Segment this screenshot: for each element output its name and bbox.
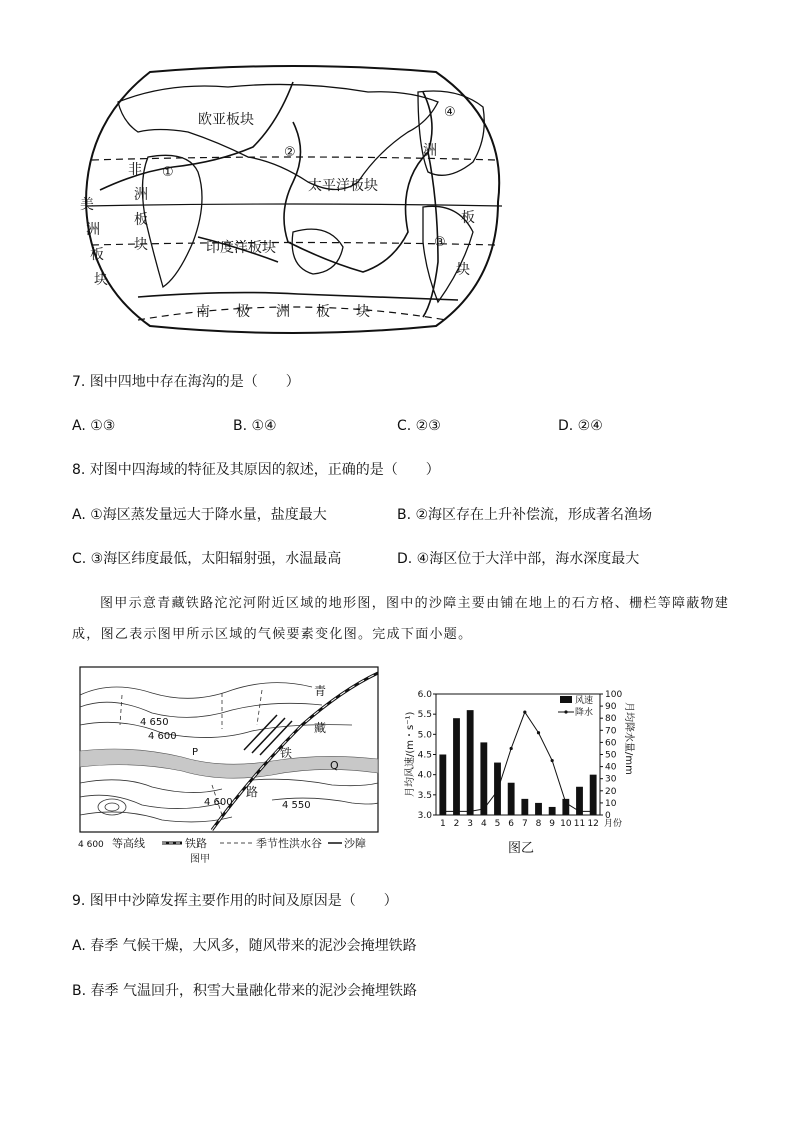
point-precipitation [510,747,513,750]
y-right-tick-label: 80 [605,714,617,725]
y-right-tick-label: 30 [605,774,617,785]
legend-label-wind: 风速 [575,696,594,706]
point-precipitation [441,810,444,813]
x-axis-unit: 月份 [604,819,623,829]
svg-text:块: 块 [94,272,108,288]
contour-label: 4 550 [282,800,311,811]
svg-text:板: 板 [134,212,148,228]
x-tick-label: 7 [521,819,528,829]
y-left-tick-label: 6.0 [417,690,432,700]
q9-option-b[interactable]: B. 春季 气温回升，积雪大量融化带来的泥沙会掩埋铁路 [72,983,417,999]
chart-yi-caption: 图乙 [508,841,535,856]
y-right-tick-label: 20 [605,786,617,797]
legend-label-precip: 降水 [575,708,594,718]
q8-stem: 8. 对图中四海域的特征及其原因的叙述，正确的是（ ） [72,462,440,478]
y-left-tick-label: 4.0 [417,770,432,781]
q8-option-d[interactable]: D. ④海区位于大洋中部，海水深度最大 [397,551,640,567]
x-tick-label: 3 [467,819,474,829]
line-precipitation [443,712,593,811]
label-america-n: 洲 [423,143,437,159]
point-precipitation [469,810,472,813]
svg-text:块: 块 [134,237,148,253]
point-precipitation [551,759,554,762]
label-pacific-plate: 太平洋板块 [308,178,378,194]
railway-char: 路 [246,785,259,799]
svg-text:块: 块 [356,304,370,320]
world-plate-map [78,62,508,337]
point-q: Q [330,759,339,772]
point-precipitation [537,731,540,734]
q7-option-c[interactable]: C. ②③ [397,418,441,434]
svg-text:板: 板 [316,304,330,320]
y-left-tick-label: 4.5 [417,750,432,761]
y-left-tick-label: 5.5 [417,710,432,721]
point-precipitation [455,810,458,813]
x-tick-label: 2 [453,819,460,829]
railway-char: 铁 [280,746,293,760]
bar-wind-speed [549,807,556,815]
x-tick-label: 8 [535,819,542,829]
x-tick-label: 11 [573,819,586,829]
svg-text:美: 美 [80,197,94,213]
point-precipitation [578,810,581,813]
bar-wind-speed [535,803,542,815]
legend-contour-value: 4 600 [78,840,104,850]
x-tick-label: 5 [494,819,501,829]
railway-char: 藏 [314,721,327,735]
q9-option-a[interactable]: A. 春季 气候干燥，大风多，随风带来的泥沙会掩埋铁路 [72,938,417,954]
contour-label: 4 600 [148,731,177,742]
intro-line-1: 图甲示意青藏铁路沱沱河附近区域的地形图，图中的沙障主要由铺在地上的石方格、栅栏等障蔽物建 [100,596,730,611]
q9-stem: 9. 图甲中沙障发挥主要作用的时间及原因是（ ） [72,893,398,909]
svg-text:板: 板 [90,247,104,263]
svg-text:洲: 洲 [134,187,148,203]
y-left-tick-label: 3.0 [417,811,432,821]
q8-option-c[interactable]: C. ③海区纬度最低，太阳辐射强，水温最高 [72,551,342,567]
x-tick-label: 1 [439,819,446,829]
y-right-tick-label: 90 [605,702,617,713]
x-tick-label: 9 [549,819,556,829]
y-right-tick-label: 40 [605,762,617,773]
contour-label: 4 600 [204,797,233,808]
bar-wind-speed [453,718,460,815]
x-tick-label: 6 [508,819,515,829]
q7-option-d[interactable]: D. ②④ [558,418,603,434]
q7-option-b[interactable]: B. ①④ [233,418,277,434]
label-indian-plate: 印度洋板块 [206,240,276,256]
legend-valley: 季节性洪水谷 [256,837,322,850]
x-tick-label: 4 [480,819,487,829]
point-precipitation [496,789,499,792]
x-tick-label: 10 [560,819,572,829]
bar-wind-speed [521,799,528,815]
climate-chart-yi [400,672,640,857]
q8-option-b[interactable]: B. ②海区存在上升补偿流，形成著名渔场 [397,507,653,523]
bar-wind-speed [494,763,501,815]
label-eurasia-plate: 欧亚板块 [198,112,254,128]
q7-stem: 7. 图中四地中存在海沟的是（ ） [72,374,300,390]
svg-text:非: 非 [128,162,142,178]
bar-wind-speed [480,742,487,815]
y-left-tick-label: 3.5 [417,790,432,801]
y-right-tick-label: 60 [605,738,617,749]
point-precipitation [482,807,485,810]
svg-text:洲: 洲 [86,222,100,238]
y-left-tick-label: 5.0 [417,730,432,741]
legend-swatch-wind [560,696,572,703]
point-precipitation [592,810,595,813]
point-precipitation [523,711,526,714]
x-tick-label: 12 [587,819,599,829]
y-right-tick-label: 10 [605,798,617,809]
marker-2: ② [284,145,296,160]
marker-4: ④ [444,105,456,120]
bar-wind-speed [439,755,446,816]
intro-line-2: 成，图乙表示图甲所示区域的气候要素变化图。完成下面小题。 [72,627,473,642]
y-right-tick-label: 0 [605,811,611,821]
svg-text:板: 板 [461,210,475,226]
svg-text:块: 块 [456,262,470,278]
svg-text:洲: 洲 [276,304,290,320]
legend-railway: 铁路 [185,837,207,850]
y-right-tick-label: 50 [605,750,617,761]
legend-barrier: 沙障 [344,837,366,850]
bar-wind-speed [467,710,474,815]
q7-option-a[interactable]: A. ①③ [72,418,116,434]
railway-char: 青 [314,684,327,698]
svg-text:极: 极 [236,304,250,320]
map-jia-caption: 图甲 [190,854,210,865]
y-right-tick-label: 70 [605,726,617,737]
map-jia-legend [78,836,366,850]
contour-label: 4 650 [140,717,169,728]
y-axis-right-title: 月均降水量/mm [623,702,634,775]
point-precipitation [564,801,567,804]
legend-contour: 等高线 [112,837,145,850]
bar-wind-speed [508,783,515,815]
topographic-map-jia [72,665,392,865]
svg-text:南: 南 [196,304,210,320]
point-p: P [192,747,199,758]
bar-wind-speed [590,775,597,815]
y-right-tick-label: 100 [605,690,623,700]
y-axis-left-title: 月均风速/(m・s⁻¹) [405,711,416,797]
q8-option-a[interactable]: A. ①海区蒸发量远大于降水量，盐度最大 [72,507,327,523]
marker-1: ① [162,165,174,180]
legend-swatch-precip-dot [564,710,567,713]
marker-3: ③ [434,235,446,250]
